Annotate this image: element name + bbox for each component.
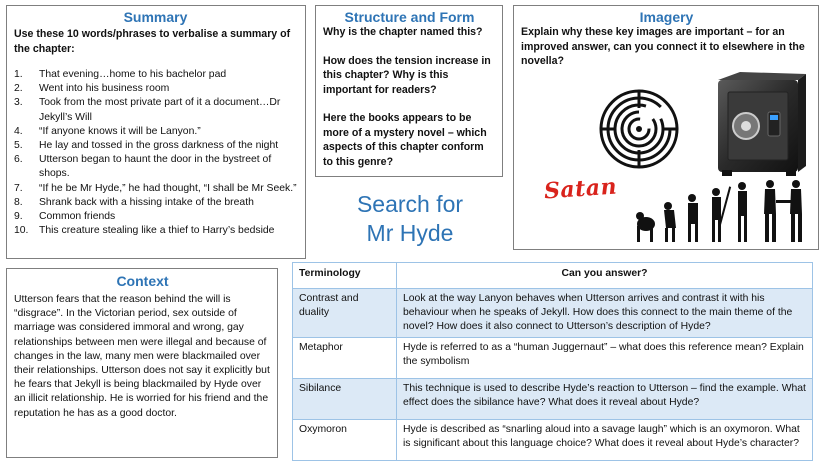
summary-panel (6, 5, 306, 259)
imagery-title: Imagery (639, 9, 694, 25)
page-title-line2: Mr Hyde (366, 220, 454, 246)
term-cell: Metaphor (293, 338, 397, 379)
context-panel (6, 268, 278, 458)
table-row (293, 338, 813, 379)
list-item: 10. This creature stealing like a thief to Harry’s bedside (14, 225, 275, 237)
page-title (318, 190, 502, 248)
structure-question: Here the books appears to be more of a mystery novel – which aspects of this chapter conform to this genre? (323, 112, 487, 168)
list-item: 6. Utterson began to haunt the door in the bystreet of shops. (14, 154, 272, 180)
table-row (293, 289, 813, 338)
list-item: 3. Took from the most private part of it a document…Dr Jekyll’s Will (14, 97, 281, 123)
table-row (293, 420, 813, 461)
list-item: 2. Went into his business room (14, 83, 170, 95)
page-title-line1: Search for (356, 191, 464, 217)
question-cell: Hyde is described as “snarling aloud into a savage laugh” which is an oxymoron. What is significant about this language choice? What does it reveal about Hyde’s character? (397, 420, 813, 461)
structure-question: Why is the chapter named this? (323, 26, 483, 38)
list-item: 1. That evening…home to his bachelor pad (14, 69, 227, 80)
safe-icon (710, 70, 806, 180)
structure-title: Structure and Form (344, 9, 475, 25)
term-cell: Oxymoron (293, 420, 397, 461)
list-item: 4. “If anyone knows it will be Lanyon.” (14, 125, 201, 137)
imagery-prompt: Explain why these key images are important – for an improved answer, can you connect it to elsewhere in the novella? (521, 26, 805, 67)
term-cell: Contrast and duality (293, 289, 397, 338)
question-cell: Look at the way Lanyon behaves when Utterson arrives and contrast it with his behaviour when he speaks of Jekyll. How does this connect to the main theme of the novel? How does it also connect to Utterson’s description of Hyde? (397, 289, 813, 338)
column-header: Terminology (293, 263, 397, 289)
term-cell: Sibilance (293, 379, 397, 420)
question-cell: This technique is used to describe Hyde’s reaction to Utterson – find the example. What effect does the sibilance have? What does it reveal about Hyde? (397, 379, 813, 420)
list-item: 5. He lay and tossed in the gross darkness of the night (14, 140, 279, 152)
summary-intro: Use these 10 words/phrases to verbalise a summary of the chapter: (14, 28, 291, 55)
terminology-table (292, 262, 813, 461)
structure-panel (315, 5, 503, 177)
summary-list (14, 68, 297, 238)
evolution-silhouette-icon (632, 176, 812, 244)
imagery-panel (513, 5, 819, 250)
labyrinth-icon (598, 88, 680, 170)
summary-title: Summary (123, 9, 188, 25)
list-item: 8. Shrank back with a hissing intake of the breath (14, 196, 254, 208)
table-row (293, 379, 813, 420)
context-body: Utterson fears that the reason behind the will is “disgrace”. In the Victorian period, sex outside of marriage was considered immoral and wrong, gay relationships between men were illegal and because of changes in the law, many men were blackmailed over their relationships. Utterson does not say it explicitly but he fears that Jekyll is being blackmailed by Hyde over an illicit relationship. He is worried for his friend and the reputation he has as a good doctor. (14, 294, 270, 419)
satan-text: Satan (543, 173, 618, 205)
list-item: 9. Common friends (14, 211, 116, 223)
column-header: Can you answer? (397, 263, 813, 289)
question-cell: Hyde is referred to as a “human Juggernaut” – what does this reference mean? Explain the symbolism (397, 338, 813, 379)
context-title: Context (116, 273, 169, 289)
list-item: 7. “If he be Mr Hyde,” he had thought, “I shall be Mr Seek.” (14, 182, 297, 194)
structure-question: How does the tension increase in this chapter? Why is this important for readers? (323, 54, 491, 96)
table-header-row (293, 263, 813, 289)
